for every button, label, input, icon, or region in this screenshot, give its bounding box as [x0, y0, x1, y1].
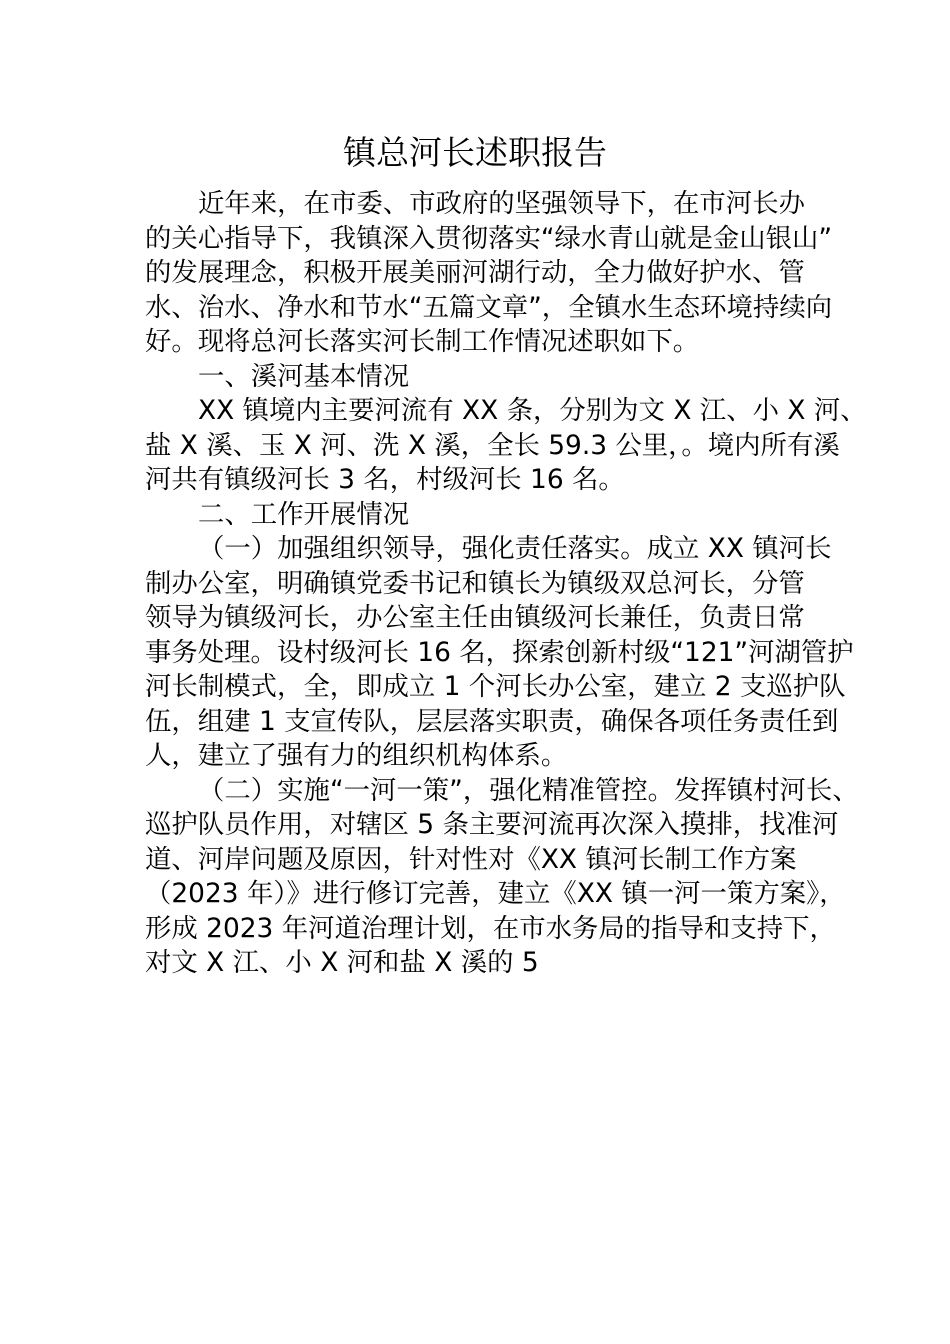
text-line: （二）实施“一河一策”，强化精准管控。发挥镇村河长、 — [198, 774, 859, 806]
text-line: 事务处理。设村级河长 16 名，探索创新村级“121”河湖管护 — [145, 636, 854, 668]
text-line: 河共有镇级河长 3 名，村级河长 16 名。 — [145, 464, 625, 495]
paragraph-intro — [145, 187, 833, 360]
section-heading: 一、溪河基本情况 — [198, 360, 410, 392]
text-line: 水、治水、净水和节水“五篇文章”，全镇水生态环境持续向 — [145, 291, 833, 323]
document-body — [145, 187, 867, 981]
text-line: 形成 2023 年河道治理计划，在市水务局的指导和支持下， — [145, 912, 836, 944]
text-line: 伍，组建 1 支宣传队，层层落实职责，确保各项任务责任到 — [145, 705, 839, 737]
text-line: 道、河岸问题及原因，针对性对《XX 镇河长制工作方案 — [145, 843, 797, 875]
paragraph-rivers — [145, 394, 867, 498]
text-line: 河长制模式，全，即成立 1 个河长办公室，建立 2 支巡护队 — [145, 671, 846, 702]
text-line: 近年来，在市委、市政府的坚强领导下，在市河长办 — [198, 188, 805, 219]
text-line: （2023 年）》进行修订完善，建立《XX 镇一河一策方案》， — [145, 878, 846, 909]
section-heading: 二、工作开展情况 — [198, 498, 410, 530]
text-line: 盐 X 溪、玉 X 河、洗 X 溪，全长 59.3 公里，。境内所有溪 — [145, 429, 840, 461]
text-line: 制办公室，明确镇党委书记和镇长为镇级双总河长，分管 — [145, 567, 805, 599]
text-line: 对文 X 江、小 X 河和盐 X 溪的 5 — [145, 947, 539, 978]
text-line: 的关心指导下，我镇深入贯彻落实“绿水青山就是金山银山” — [145, 222, 833, 254]
text-line: 人，建立了强有力的组织机构体系。 — [145, 740, 568, 771]
text-line: 的发展理念，积极开展美丽河湖行动，全力做好护水、管 — [145, 257, 805, 288]
text-line: XX 镇境内主要河流有 XX 条，分别为文 X 江、小 X 河、 — [198, 395, 867, 426]
text-line: 巡护队员作用，对辖区 5 条主要河流再次深入摸排，找准河 — [145, 809, 839, 840]
document-title: 镇总河长述职报告 — [343, 133, 607, 172]
paragraph-organization — [145, 532, 854, 774]
text-line: 好。现将总河长落实河长制工作情况述职如下。 — [145, 326, 700, 357]
paragraph-policy — [145, 774, 859, 981]
text-line: 领导为镇级河长，办公室主任由镇级河长兼任，负责日常 — [145, 602, 805, 633]
text-line: （一）加强组织领导，强化责任落实。成立 XX 镇河长 — [198, 533, 832, 564]
